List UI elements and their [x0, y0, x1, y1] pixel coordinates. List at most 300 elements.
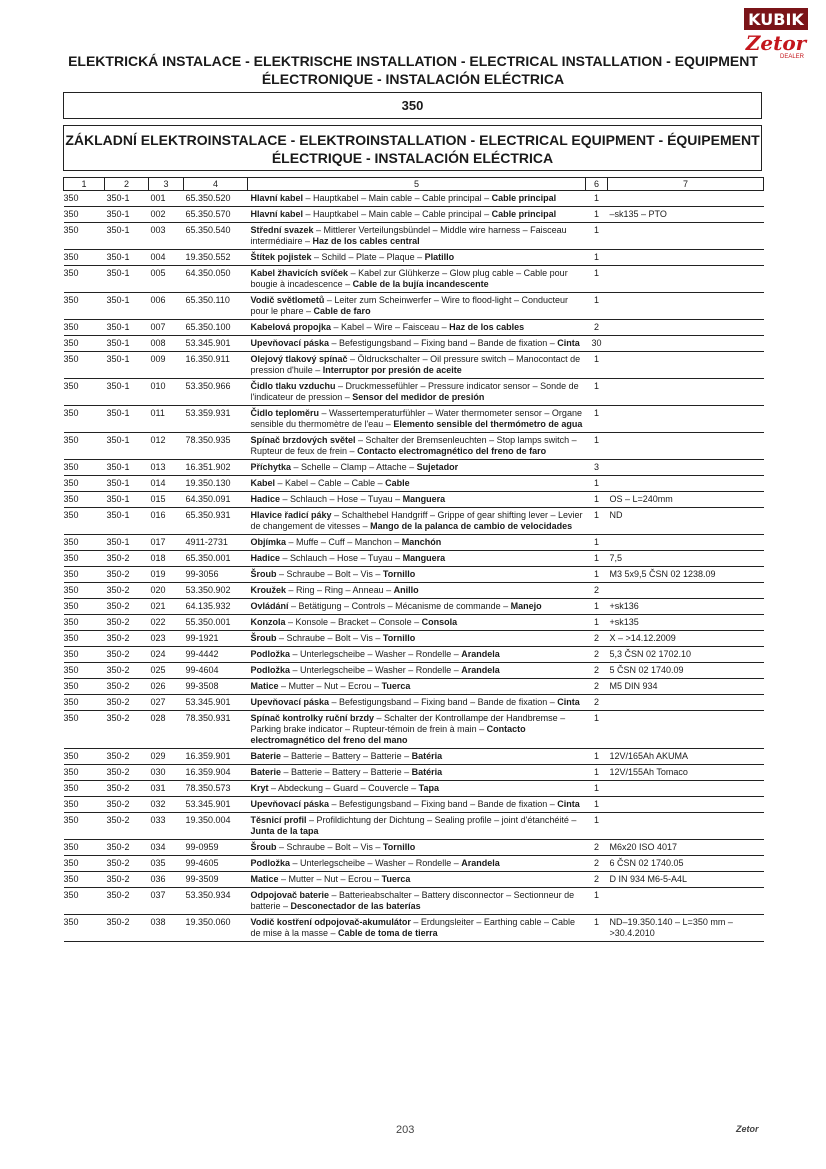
description-spanish: Cable [385, 478, 410, 488]
description-spanish: Cable de toma de tierra [338, 928, 438, 938]
cell-group: 350-1 [105, 336, 149, 352]
footer-zetor-mark: Zetor [736, 1124, 759, 1134]
cell-part-number: 16.351.902 [184, 460, 248, 476]
description-czech: Těsnicí profil [250, 815, 307, 825]
description-czech: Čidlo tlaku vzduchu [250, 381, 336, 391]
cell-description [248, 492, 586, 508]
description-spanish: Contacto electromagnético del freno del mano [250, 724, 526, 745]
description-translations: – Konsole – Bracket – Console – [285, 617, 422, 627]
cell-quantity: 2 [586, 583, 608, 599]
description-translations: – Befestigungsband – Fixing band – Bande de fixation – [329, 338, 558, 348]
description-spanish: Tornillo [382, 569, 416, 579]
cell-model: 350 [64, 207, 105, 223]
description-translations: – Kabel – Cable – Cable – [275, 478, 386, 488]
cell-model: 350 [64, 352, 105, 379]
description-translations: – Schalthebel Handgriff – Grippe of gear shifting lever – Levier de changement de vitesses – [250, 510, 583, 531]
cell-description [248, 266, 586, 293]
description-translations: – Befestigungsband – Fixing band – Bande de fixation – [329, 697, 558, 707]
cell-note [608, 433, 764, 460]
cell-quantity: 1 [586, 567, 608, 583]
cell-group: 350-1 [105, 223, 149, 250]
cell-model: 350 [64, 191, 105, 207]
table-row [64, 711, 764, 749]
description-czech: Ovládání [250, 601, 289, 611]
description-translations: – Druckmessefühler – Pressure indicator sensor – Sonde de l'indicateur de pression – [250, 381, 579, 402]
description-translations: – Unterlegscheibe – Washer – Rondelle – [290, 649, 462, 659]
description-spanish: Arandela [461, 858, 500, 868]
description-translations: – Öldruckschalter – Oil pressure switch – Manocontact de pression d'huile – [250, 354, 581, 375]
cell-model: 350 [64, 567, 105, 583]
description-spanish: Manguera [402, 553, 446, 563]
table-row [64, 765, 764, 781]
page-title-line1: ELEKTRICKÁ INSTALACE - ELEKTRISCHE INSTALLATION - ELECTRICAL INSTALLATION - EQUIPMENT [68, 53, 758, 69]
cell-note [608, 379, 764, 406]
description-czech: Odpojovač baterie [250, 890, 330, 900]
cell-group: 350-2 [105, 567, 149, 583]
cell-model: 350 [64, 765, 105, 781]
description-translations: – Erdungsleiter – Earthing cable – Cable de mise à la masse – [250, 917, 575, 938]
description-czech: Podložka [250, 649, 291, 659]
cell-description [248, 679, 586, 695]
description-translations: – Batterie – Battery – Batterie – [281, 767, 412, 777]
cell-note: –sk135 – PTO [608, 207, 764, 223]
cell-note: OS – L=240mm [608, 492, 764, 508]
cell-group: 350-2 [105, 599, 149, 615]
cell-description [248, 320, 586, 336]
description-spanish: Manguera [402, 494, 446, 504]
cell-quantity: 1 [586, 191, 608, 207]
description-czech: Hlavice řadicí páky [250, 510, 332, 520]
cell-model: 350 [64, 631, 105, 647]
cell-part-number: 16.350.911 [184, 352, 248, 379]
cell-model: 350 [64, 492, 105, 508]
cell-position: 011 [149, 406, 184, 433]
description-translations: – Hauptkabel – Main cable – Cable principal – [303, 193, 492, 203]
table-row [64, 535, 764, 551]
table-row [64, 856, 764, 872]
cell-quantity: 1 [586, 781, 608, 797]
cell-model: 350 [64, 336, 105, 352]
description-translations: – Wassertemperaturfühler – Water thermometer sensor – Organe sensible du thermomètre de l'eau – [250, 408, 582, 429]
cell-position: 001 [149, 191, 184, 207]
table-row [64, 679, 764, 695]
page-title [62, 52, 764, 88]
description-spanish: Cable de faro [313, 306, 371, 316]
cell-part-number: 78.350.935 [184, 433, 248, 460]
cell-group: 350-1 [105, 508, 149, 535]
cell-model: 350 [64, 433, 105, 460]
cell-group: 350-2 [105, 856, 149, 872]
cell-part-number: 78.350.573 [184, 781, 248, 797]
table-row [64, 223, 764, 250]
cell-position: 016 [149, 508, 184, 535]
cell-group: 350-1 [105, 406, 149, 433]
cell-part-number: 53.345.901 [184, 797, 248, 813]
description-spanish: Haz de los cables central [312, 236, 420, 246]
cell-group: 350-1 [105, 460, 149, 476]
cell-note [608, 460, 764, 476]
cell-position: 029 [149, 749, 184, 765]
page-number: 203 [396, 1124, 415, 1136]
description-spanish: Cinta [557, 697, 580, 707]
cell-note [608, 813, 764, 840]
cell-quantity: 1 [586, 535, 608, 551]
cell-quantity: 3 [586, 460, 608, 476]
table-row [64, 336, 764, 352]
cell-position: 015 [149, 492, 184, 508]
cell-description [248, 406, 586, 433]
description-spanish: Interruptor por presión de aceite [322, 365, 462, 375]
cell-note [608, 336, 764, 352]
column-header-4: 4 [184, 178, 248, 191]
description-spanish: Sujetador [416, 462, 459, 472]
cell-group: 350-1 [105, 535, 149, 551]
cell-group: 350-1 [105, 293, 149, 320]
cell-model: 350 [64, 711, 105, 749]
logo-dealer-text: DEALER [779, 54, 804, 60]
cell-model: 350 [64, 647, 105, 663]
table-row [64, 663, 764, 679]
cell-position: 003 [149, 223, 184, 250]
description-czech: Štítek pojistek [250, 252, 312, 262]
cell-description [248, 599, 586, 615]
description-spanish: Cable principal [491, 209, 557, 219]
table-row [64, 915, 764, 942]
cell-quantity: 2 [586, 872, 608, 888]
description-czech: Vodič světlometů [250, 295, 325, 305]
cell-part-number: 19.350.004 [184, 813, 248, 840]
cell-part-number: 99-4604 [184, 663, 248, 679]
description-spanish: Mango de la palanca de cambio de velocidades [370, 521, 573, 531]
description-translations: – Hauptkabel – Main cable – Cable principal – [303, 209, 492, 219]
cell-group: 350-2 [105, 872, 149, 888]
cell-quantity: 1 [586, 223, 608, 250]
cell-part-number: 64.135.932 [184, 599, 248, 615]
cell-description [248, 813, 586, 840]
cell-group: 350-2 [105, 615, 149, 631]
cell-description [248, 797, 586, 813]
description-spanish: Cable principal [491, 193, 557, 203]
cell-quantity: 1 [586, 765, 608, 781]
cell-quantity: 1 [586, 266, 608, 293]
cell-quantity: 2 [586, 647, 608, 663]
cell-note: M5 DIN 934 [608, 679, 764, 695]
section-title [63, 125, 762, 171]
cell-part-number: 99-4442 [184, 647, 248, 663]
cell-position: 028 [149, 711, 184, 749]
description-translations: – Mutter – Nut – Ecrou – [278, 681, 382, 691]
cell-note [608, 293, 764, 320]
cell-description [248, 336, 586, 352]
cell-position: 027 [149, 695, 184, 711]
cell-position: 026 [149, 679, 184, 695]
cell-model: 350 [64, 583, 105, 599]
cell-note: M3 5x9,5 ČSN 02 1238.09 [608, 567, 764, 583]
description-translations: – Schlauch – Hose – Tuyau – [280, 494, 403, 504]
cell-description [248, 191, 586, 207]
cell-description [248, 840, 586, 856]
cell-part-number: 53.345.901 [184, 695, 248, 711]
cell-description [248, 915, 586, 942]
cell-description [248, 379, 586, 406]
cell-model: 350 [64, 840, 105, 856]
cell-description [248, 535, 586, 551]
cell-group: 350-1 [105, 492, 149, 508]
description-czech: Kroužek [250, 585, 287, 595]
column-header-7: 7 [608, 178, 764, 191]
cell-part-number: 19.350.060 [184, 915, 248, 942]
description-spanish: Contacto electromagnético del freno de faro [357, 446, 547, 456]
cell-position: 007 [149, 320, 184, 336]
description-spanish: Cable de la bujía incandescente [352, 279, 489, 289]
cell-group: 350-2 [105, 888, 149, 915]
description-czech: Kryt [250, 783, 269, 793]
description-czech: Kabel žhavicích svíček [250, 268, 349, 278]
cell-description [248, 647, 586, 663]
cell-part-number: 53.350.966 [184, 379, 248, 406]
description-translations: – Schalter der Kontrollampe der Handbremse – Parking brake indicator – Rupteur-témoin de frein à main – [250, 713, 566, 734]
cell-model: 350 [64, 856, 105, 872]
cell-note: M6x20 ISO 4017 [608, 840, 764, 856]
description-czech: Vodič kostření odpojovač-akumulátor [250, 917, 411, 927]
cell-model: 350 [64, 915, 105, 942]
description-czech: Šroub [250, 633, 277, 643]
cell-quantity: 1 [586, 250, 608, 266]
cell-model: 350 [64, 406, 105, 433]
cell-note: 5,3 ČSN 02 1702.10 [608, 647, 764, 663]
cell-note [608, 695, 764, 711]
cell-quantity: 1 [586, 476, 608, 492]
cell-quantity: 2 [586, 631, 608, 647]
column-header-1: 1 [64, 178, 105, 191]
cell-note: +sk136 [608, 599, 764, 615]
description-czech: Šroub [250, 569, 277, 579]
cell-position: 037 [149, 888, 184, 915]
cell-note: 12V/155Ah Tomaco [608, 765, 764, 781]
description-czech: Spínač kontrolky ruční brzdy [250, 713, 375, 723]
cell-quantity: 1 [586, 406, 608, 433]
description-translations: – Ring – Ring – Anneau – [286, 585, 394, 595]
description-czech: Baterie [250, 767, 282, 777]
cell-position: 024 [149, 647, 184, 663]
cell-group: 350-2 [105, 631, 149, 647]
cell-part-number: 65.350.520 [184, 191, 248, 207]
cell-description [248, 711, 586, 749]
cell-quantity: 2 [586, 695, 608, 711]
cell-quantity: 1 [586, 352, 608, 379]
description-translations: – Leiter zum Scheinwerfer – Wire to flood-light – Conducteur pour le phare – [250, 295, 568, 316]
cell-model: 350 [64, 872, 105, 888]
table-row [64, 492, 764, 508]
cell-description [248, 293, 586, 320]
cell-model: 350 [64, 223, 105, 250]
cell-quantity: 1 [586, 599, 608, 615]
cell-model: 350 [64, 266, 105, 293]
cell-note [608, 191, 764, 207]
column-header-6: 6 [586, 178, 608, 191]
cell-description [248, 508, 586, 535]
table-row [64, 266, 764, 293]
cell-description [248, 250, 586, 266]
description-translations: – Kabel – Wire – Faisceau – [331, 322, 450, 332]
cell-position: 018 [149, 551, 184, 567]
cell-position: 038 [149, 915, 184, 942]
description-translations: – Kabel zur Glühkerze – Glow plug cable – Cable pour bougie à incadescence – [250, 268, 568, 289]
cell-position: 010 [149, 379, 184, 406]
cell-model: 350 [64, 476, 105, 492]
cell-part-number: 65.350.001 [184, 551, 248, 567]
cell-quantity: 1 [586, 433, 608, 460]
description-czech: Objímka [250, 537, 287, 547]
description-spanish: Tuerca [381, 681, 411, 691]
cell-model: 350 [64, 663, 105, 679]
cell-quantity: 1 [586, 797, 608, 813]
cell-note [608, 797, 764, 813]
description-spanish: Manchón [401, 537, 442, 547]
cell-note [608, 406, 764, 433]
column-header-3: 3 [149, 178, 184, 191]
cell-part-number: 78.350.931 [184, 711, 248, 749]
description-czech: Příchytka [250, 462, 292, 472]
table-row [64, 567, 764, 583]
cell-group: 350-1 [105, 433, 149, 460]
cell-model: 350 [64, 508, 105, 535]
model-number: 350 [63, 92, 762, 119]
cell-description [248, 223, 586, 250]
cell-description [248, 460, 586, 476]
cell-quantity: 1 [586, 293, 608, 320]
cell-description [248, 781, 586, 797]
description-czech: Upevňovací páska [250, 799, 330, 809]
cell-group: 350-1 [105, 352, 149, 379]
cell-group: 350-1 [105, 379, 149, 406]
description-spanish: Cinta [557, 338, 580, 348]
description-translations: – Schalter der Bremsenleuchten – Stop lamps switch – Rupteur de feux de frein – [250, 435, 577, 456]
cell-position: 008 [149, 336, 184, 352]
cell-model: 350 [64, 797, 105, 813]
page-title-line2: ÉLECTRONIQUE - INSTALACIÓN ELÉCTRICA [261, 71, 565, 87]
cell-description [248, 476, 586, 492]
cell-position: 019 [149, 567, 184, 583]
cell-note: ND [608, 508, 764, 535]
table-row [64, 250, 764, 266]
cell-quantity: 1 [586, 492, 608, 508]
cell-position: 002 [149, 207, 184, 223]
cell-part-number: 4911-2731 [184, 535, 248, 551]
description-spanish: Tornillo [382, 633, 416, 643]
table-row [64, 433, 764, 460]
cell-group: 350-1 [105, 191, 149, 207]
cell-group: 350-1 [105, 266, 149, 293]
table-row [64, 695, 764, 711]
description-translations: – Befestigungsband – Fixing band – Bande de fixation – [329, 799, 558, 809]
cell-position: 005 [149, 266, 184, 293]
table-row [64, 615, 764, 631]
cell-note: 12V/165Ah AKUMA [608, 749, 764, 765]
cell-group: 350-2 [105, 765, 149, 781]
cell-position: 004 [149, 250, 184, 266]
cell-position: 017 [149, 535, 184, 551]
cell-group: 350-2 [105, 813, 149, 840]
description-spanish: Cinta [557, 799, 580, 809]
description-czech: Upevňovací páska [250, 697, 330, 707]
table-row [64, 191, 764, 207]
cell-position: 022 [149, 615, 184, 631]
cell-quantity: 1 [586, 813, 608, 840]
cell-model: 350 [64, 320, 105, 336]
column-header-5: 5 [248, 178, 586, 191]
cell-note: 7,5 [608, 551, 764, 567]
description-translations: – Muffe – Cuff – Manchon – [286, 537, 402, 547]
table-row [64, 749, 764, 765]
description-spanish: Anillo [393, 585, 419, 595]
cell-model: 350 [64, 888, 105, 915]
cell-note: D IN 934 M6-5-A4L [608, 872, 764, 888]
cell-part-number: 99-3509 [184, 872, 248, 888]
cell-model: 350 [64, 781, 105, 797]
description-czech: Střední svazek [250, 225, 314, 235]
cell-description [248, 856, 586, 872]
cell-position: 036 [149, 872, 184, 888]
cell-group: 350-1 [105, 476, 149, 492]
description-spanish: Haz de los cables [449, 322, 525, 332]
description-czech: Čidlo teploměru [250, 408, 320, 418]
cell-position: 009 [149, 352, 184, 379]
cell-group: 350-2 [105, 797, 149, 813]
cell-description [248, 663, 586, 679]
cell-model: 350 [64, 293, 105, 320]
description-translations: – Batterie – Battery – Batterie – [281, 751, 412, 761]
cell-part-number: 19.350.552 [184, 250, 248, 266]
table-row [64, 872, 764, 888]
cell-model: 350 [64, 813, 105, 840]
cell-model: 350 [64, 250, 105, 266]
cell-note [608, 250, 764, 266]
table-row [64, 840, 764, 856]
cell-description [248, 583, 586, 599]
cell-model: 350 [64, 615, 105, 631]
cell-part-number: 53.350.934 [184, 888, 248, 915]
parts-table [63, 177, 764, 942]
table-row [64, 888, 764, 915]
column-header-2: 2 [105, 178, 149, 191]
cell-position: 030 [149, 765, 184, 781]
cell-group: 350-2 [105, 663, 149, 679]
cell-note [608, 266, 764, 293]
description-czech: Podložka [250, 858, 291, 868]
cell-note: ND–19.350.140 – L=350 mm – >30.4.2010 [608, 915, 764, 942]
description-czech: Kabelová propojka [250, 322, 332, 332]
description-spanish: Tuerca [381, 874, 411, 884]
cell-note [608, 535, 764, 551]
cell-note [608, 223, 764, 250]
description-translations: – Schelle – Clamp – Attache – [291, 462, 417, 472]
cell-note [608, 888, 764, 915]
cell-quantity: 2 [586, 840, 608, 856]
description-translations: – Betätigung – Controls – Mécanisme de commande – [288, 601, 511, 611]
cell-quantity: 2 [586, 856, 608, 872]
cell-position: 035 [149, 856, 184, 872]
table-row [64, 631, 764, 647]
cell-description [248, 695, 586, 711]
cell-part-number: 65.350.931 [184, 508, 248, 535]
cell-description [248, 615, 586, 631]
cell-part-number: 99-1921 [184, 631, 248, 647]
cell-part-number: 16.359.904 [184, 765, 248, 781]
cell-model: 350 [64, 749, 105, 765]
cell-part-number: 99-3056 [184, 567, 248, 583]
description-spanish: Consola [421, 617, 458, 627]
